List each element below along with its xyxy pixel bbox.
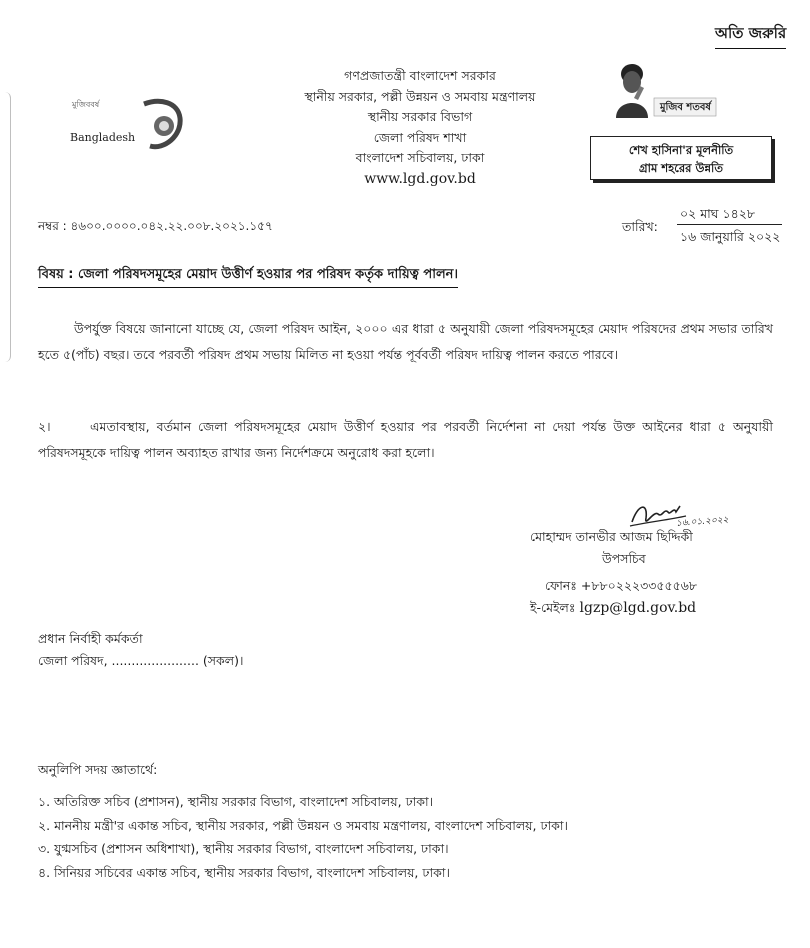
office-header bbox=[250, 66, 590, 189]
memo-number: নম্বর : ৪৬০০.০০০০.০৪২.২২.০০৮.২০২১.১৫৭ bbox=[38, 219, 273, 233]
signatory-phone: ফোনঃ +৮৮০২২২৩৩৫৫৫৬৮ bbox=[545, 578, 697, 593]
logo-swirl-icon bbox=[140, 96, 184, 156]
signatory-block bbox=[530, 526, 780, 570]
header-location: বাংলাদেশ সচিবালয়, ঢাকা bbox=[355, 150, 485, 165]
recipient-office: জেলা পরিষদ, ...................... (সকল)। bbox=[38, 653, 244, 668]
date-divider bbox=[677, 224, 782, 225]
email-label: ই-মেইলঃ bbox=[530, 600, 576, 615]
urgency-label: অতি জরুরি bbox=[715, 22, 786, 49]
slogan-line-2: গ্রাম শহরের উন্নতি bbox=[639, 161, 723, 175]
recipient-title: প্রধান নির্বাহী কর্মকর্তা bbox=[38, 631, 143, 646]
paragraph-2-number: ২। bbox=[38, 419, 51, 434]
mujib-borsho-logo bbox=[56, 96, 186, 158]
list-item: ৩. যুগ্মসচিব (প্রশাসন অধিশাখা), স্থানীয় সরকার বিভাগ, বাংলাদেশ সচিবালয়, ঢাকা। bbox=[38, 841, 449, 856]
subject-line: বিষয় : জেলা পরিষদসমূহের মেয়াদ উত্তীর্ণ হওয়ার পর পরিষদ কর্তৃক দায়িত্ব পালন। bbox=[38, 265, 458, 288]
signatory-designation: উপসচিব bbox=[602, 551, 646, 566]
copy-heading: অনুলিপি সদয় জ্ঞাতার্থে: bbox=[38, 762, 158, 777]
slogan-line-1: শেখ হাসিনা'র মূলনীতি bbox=[628, 143, 734, 157]
slogan-box bbox=[590, 136, 772, 180]
signature-date: ১৬.০১.২০২২ bbox=[675, 515, 729, 529]
date-label: তারিখ: bbox=[622, 219, 658, 234]
recipient-block bbox=[38, 628, 243, 672]
logo-country: Bangladesh bbox=[70, 131, 136, 144]
header-branch: জেলা পরিষদ শাখা bbox=[373, 129, 467, 145]
header-website[interactable]: www.lgd.gov.bd bbox=[364, 170, 476, 187]
copy-list bbox=[38, 790, 568, 884]
header-ministry: স্থানীয় সরকার, পল্লী উন্নয়ন ও সমবায় মন্ত্রণালয় bbox=[304, 88, 536, 104]
paragraph-2 bbox=[38, 414, 773, 466]
paragraph-1: উপর্যুক্ত বিষয়ে জানানো যাচ্ছে যে, জেলা পরিষদ আইন, ২০০০ এর ধারা ৫ অনুযায়ী জেলা পরিষদসমূহের মেয়াদ পরিষদের প্রথম সভার তারিখ হতে ৫(পাঁচ) বছর। তবে পরবর্তী পরিষদ প্রথম সভায় মিলিত না হওয়া পর্যন্ত পূর্ববর্তী পরিষদ দায়িত্ব পালন করতে পারবে। bbox=[38, 321, 773, 362]
date-english: ১৬ জানুয়ারি ২০২২ bbox=[680, 229, 781, 244]
list-item: ৪. সিনিয়র সচিবের একান্ত সচিব, স্থানীয় সরকার বিভাগ, বাংলাদেশ সচিবালয়, ঢাকা। bbox=[38, 864, 450, 880]
list-item: ২. মাননীয় মন্ত্রী'র একান্ত সচিব, স্থানীয় সরকার, পল্লী উন্নয়ন ও সমবায় মন্ত্রণালয়, বাংলাদেশ সচিবালয়, ঢাকা। bbox=[38, 817, 569, 833]
mujib-portrait-logo bbox=[610, 58, 720, 120]
header-government: গণপ্রজাতন্ত্রী বাংলাদেশ সরকার bbox=[344, 68, 496, 83]
list-item: ১. অতিরিক্ত সচিব (প্রশাসন), স্থানীয় সরকার বিভাগ, বাংলাদেশ সচিবালয়, ঢাকা। bbox=[38, 794, 434, 809]
portrait-caption: মুজিব শতবর্ষ bbox=[660, 102, 711, 113]
email-address[interactable]: lgzp@lgd.gov.bd bbox=[579, 600, 697, 616]
signatory-email bbox=[530, 600, 696, 620]
paragraph-2-text: এমতাবস্থায়, বর্তমান জেলা পরিষদসমূহের মেয়াদ উত্তীর্ণ হওয়ার পর পরবর্তী নির্দেশনা না দেয়া পর্যন্ত উক্ত আইনের ধারা ৫ অনুযায়ী পরিষদসমূহকে দায়িত্ব পালন অব্যাহত রাখার জন্য নির্দেশক্রমে অনুরোধ করা হলো। bbox=[38, 419, 773, 460]
page-edge-mark bbox=[0, 92, 11, 362]
date-bangla: ০২ মাঘ ১৪২৮ bbox=[680, 206, 755, 221]
signatory-name: মোহাম্মদ তানভীর আজম ছিদ্দিকী bbox=[530, 529, 693, 544]
logo-caption: মুজিববর্ষ bbox=[72, 100, 100, 109]
header-division: স্থানীয় সরকার বিভাগ bbox=[367, 109, 473, 124]
